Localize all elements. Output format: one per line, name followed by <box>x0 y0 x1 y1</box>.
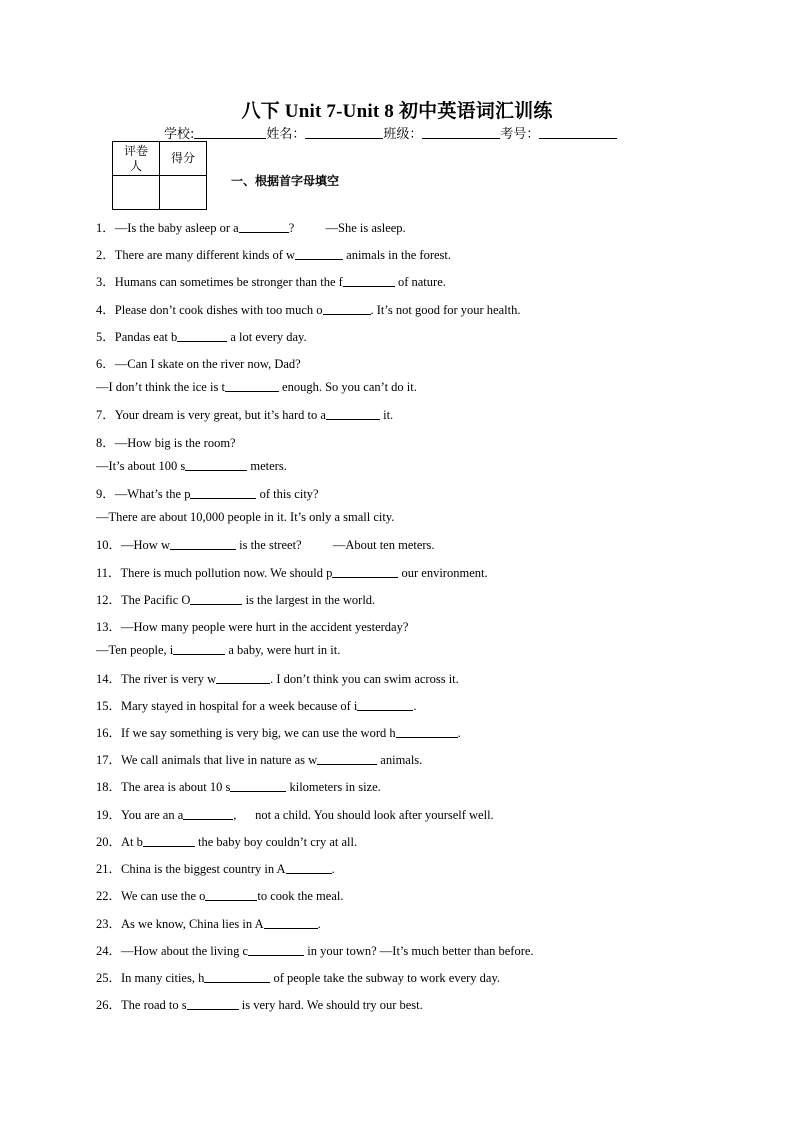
exam-no-label: 考号： <box>500 127 540 142</box>
question-number: 8． <box>96 436 115 450</box>
question-text: In many cities, h <box>121 971 205 985</box>
answer-blank[interactable] <box>264 917 318 929</box>
question-item <box>96 535 435 553</box>
question-text-after: . It’s not good for your health. <box>370 303 521 317</box>
question-item <box>96 484 319 502</box>
question-number: 21． <box>96 862 122 876</box>
question-number: 1． <box>96 221 115 235</box>
question-number: 9． <box>96 487 115 501</box>
question-item <box>96 590 375 608</box>
school-label: 学校: <box>164 127 195 142</box>
question-text: —Can I skate on the river now, Dad? <box>114 357 301 371</box>
question-text: The river is very w <box>121 672 217 686</box>
question-item <box>96 995 423 1013</box>
answer-blank[interactable] <box>143 835 195 847</box>
question-number: 15． <box>96 699 122 713</box>
question-item <box>96 723 461 741</box>
question-text-after: our environment. <box>398 566 488 580</box>
question-item <box>96 433 236 451</box>
question-number: 5． <box>96 330 115 344</box>
question-text-after: in your town? —It’s much better than before. <box>304 944 534 958</box>
question-text: —What’s the p <box>114 487 191 501</box>
question-item <box>96 832 357 850</box>
question-text-after: to cook the meal. <box>257 889 344 903</box>
student-info-line <box>164 123 617 142</box>
class-blank[interactable] <box>422 126 500 139</box>
question-text: We can use the o <box>121 889 206 903</box>
question-text: —I don’t think the ice is t <box>96 380 225 394</box>
question-text: You are an a <box>121 808 184 822</box>
answer-blank[interactable] <box>225 380 279 392</box>
question-item <box>96 380 417 395</box>
question-text-after: ? —She is asleep. <box>288 221 406 235</box>
question-number: 19． <box>96 808 122 822</box>
page-title: 八下 Unit 7-Unit 8 初中英语词汇训练 <box>241 101 553 122</box>
question-item <box>96 245 451 263</box>
question-number: 12． <box>96 593 122 607</box>
question-text: We call animals that live in nature as w <box>121 753 318 767</box>
question-number: 24． <box>96 944 122 958</box>
question-number: 4． <box>96 303 115 317</box>
answer-blank[interactable] <box>357 699 413 711</box>
question-item <box>96 563 488 581</box>
reviewer-label: 评卷人 <box>123 143 148 173</box>
answer-blank[interactable] <box>332 566 398 578</box>
question-item <box>96 459 287 474</box>
question-item <box>96 696 417 714</box>
question-item <box>96 968 500 986</box>
answer-blank[interactable] <box>286 862 332 874</box>
question-item <box>96 805 494 823</box>
question-text-after: is the street? —About ten meters. <box>235 538 435 552</box>
answer-blank[interactable] <box>190 487 256 499</box>
question-item <box>96 914 321 932</box>
question-text: —There are about 10,000 people in it. It’s only a small city. <box>96 510 395 524</box>
question-item <box>96 669 459 687</box>
question-text-after: the baby boy couldn’t cry at all. <box>194 835 358 849</box>
question-text: As we know, China lies in A <box>121 917 264 931</box>
answer-blank[interactable] <box>295 248 343 260</box>
question-text-after: is the largest in the world. <box>242 593 376 607</box>
question-text-after: . <box>457 726 461 740</box>
answer-blank[interactable] <box>177 330 227 342</box>
question-item <box>96 777 381 795</box>
question-text-after: animals. <box>377 753 423 767</box>
answer-blank[interactable] <box>183 808 233 820</box>
exam-no-blank[interactable] <box>539 126 617 139</box>
question-text-after: . <box>413 699 417 713</box>
answer-blank[interactable] <box>248 944 304 956</box>
answer-blank[interactable] <box>185 459 247 471</box>
question-text: The area is about 10 s <box>121 780 231 794</box>
name-blank[interactable] <box>305 126 383 139</box>
question-item <box>96 941 534 959</box>
question-item <box>96 300 520 318</box>
question-item <box>96 354 301 372</box>
question-text-after: kilometers in size. <box>286 780 381 794</box>
question-text-after: . <box>331 862 335 876</box>
question-text: At b <box>121 835 143 849</box>
question-text: —How many people were hurt in the accident yesterday? <box>121 620 409 634</box>
score-table <box>112 141 207 210</box>
question-text: —How about the living c <box>121 944 249 958</box>
section-title: 一、根据首字母填空 <box>231 174 340 188</box>
question-text: The Pacific O <box>121 593 191 607</box>
question-text: If we say something is very big, we can use the word h <box>121 726 396 740</box>
question-text: Pandas eat b <box>114 330 178 344</box>
answer-blank[interactable] <box>326 408 380 420</box>
question-text: There are many different kinds of w <box>114 248 296 262</box>
question-text: —Ten people, i <box>96 643 174 657</box>
score-cell[interactable] <box>160 176 207 210</box>
score-header: 得分 <box>160 142 207 176</box>
question-number: 23． <box>96 917 122 931</box>
question-item <box>96 859 335 877</box>
question-item <box>96 327 307 345</box>
question-item <box>96 886 343 904</box>
question-item <box>96 272 446 290</box>
question-text: Humans can sometimes be stronger than the f <box>114 275 343 289</box>
question-text: —How w <box>121 538 170 552</box>
question-number: 2． <box>96 248 115 262</box>
question-number: 26． <box>96 998 122 1012</box>
answer-blank[interactable] <box>396 726 458 738</box>
reviewer-cell[interactable] <box>113 176 160 210</box>
question-text-after: , not a child. You should look after yourself well. <box>233 808 494 822</box>
school-blank[interactable] <box>194 126 266 139</box>
question-text-after: . <box>317 917 321 931</box>
answer-blank[interactable] <box>190 593 242 605</box>
question-number: 17． <box>96 753 122 767</box>
question-text: The road to s <box>121 998 187 1012</box>
answer-blank[interactable] <box>239 221 289 233</box>
question-text: China is the biggest country in A <box>121 862 286 876</box>
question-text: Your dream is very great, but it’s hard to a <box>114 408 326 422</box>
question-item <box>96 643 340 658</box>
reviewer-header <box>113 142 160 176</box>
question-number: 3． <box>96 275 115 289</box>
question-text: —It’s about 100 s <box>96 459 186 473</box>
question-number: 6． <box>96 357 115 371</box>
question-text-after: of this city? <box>256 487 319 501</box>
answer-blank[interactable] <box>343 275 395 287</box>
question-text-after: . I don’t think you can swim across it. <box>270 672 459 686</box>
answer-blank[interactable] <box>187 998 239 1010</box>
answer-blank[interactable] <box>230 780 286 792</box>
question-text-after: animals in the forest. <box>343 248 451 262</box>
question-number: 7． <box>96 408 115 422</box>
question-number: 11． <box>96 566 121 580</box>
question-text-after: a baby, were hurt in it. <box>225 643 341 657</box>
question-item <box>96 218 406 236</box>
answer-blank[interactable] <box>205 889 257 901</box>
question-number: 22． <box>96 889 122 903</box>
question-text-after: a lot every day. <box>227 330 307 344</box>
question-text-after: of people take the subway to work every day. <box>270 971 501 985</box>
answer-blank[interactable] <box>173 643 225 655</box>
question-text: Mary stayed in hospital for a week because of i <box>121 699 358 713</box>
question-number: 16． <box>96 726 122 740</box>
name-label: 姓名： <box>266 127 306 142</box>
question-number: 18． <box>96 780 122 794</box>
question-text: —How big is the room? <box>114 436 236 450</box>
question-text-after: meters. <box>247 459 287 473</box>
class-label: 班级： <box>383 127 423 142</box>
answer-blank[interactable] <box>216 672 270 684</box>
question-item <box>96 617 408 635</box>
question-number: 13． <box>96 620 122 634</box>
question-text-after: of nature. <box>394 275 446 289</box>
answer-blank[interactable] <box>323 303 371 315</box>
question-item <box>96 405 393 423</box>
question-number: 25． <box>96 971 122 985</box>
question-text: There is much pollution now. We should p <box>120 566 333 580</box>
question-text: Please don’t cook dishes with too much o <box>114 303 323 317</box>
question-item <box>96 510 394 525</box>
question-text-after: enough. So you can’t do it. <box>278 380 417 394</box>
answer-blank[interactable] <box>170 538 236 550</box>
question-text-after: it. <box>379 408 394 422</box>
answer-blank[interactable] <box>317 753 377 765</box>
question-item <box>96 750 422 768</box>
question-number: 20． <box>96 835 122 849</box>
question-number: 14． <box>96 672 122 686</box>
answer-blank[interactable] <box>204 971 270 983</box>
question-number: 10． <box>96 538 122 552</box>
question-text: —Is the baby asleep or a <box>114 221 239 235</box>
question-text-after: is very hard. We should try our best. <box>238 998 423 1012</box>
